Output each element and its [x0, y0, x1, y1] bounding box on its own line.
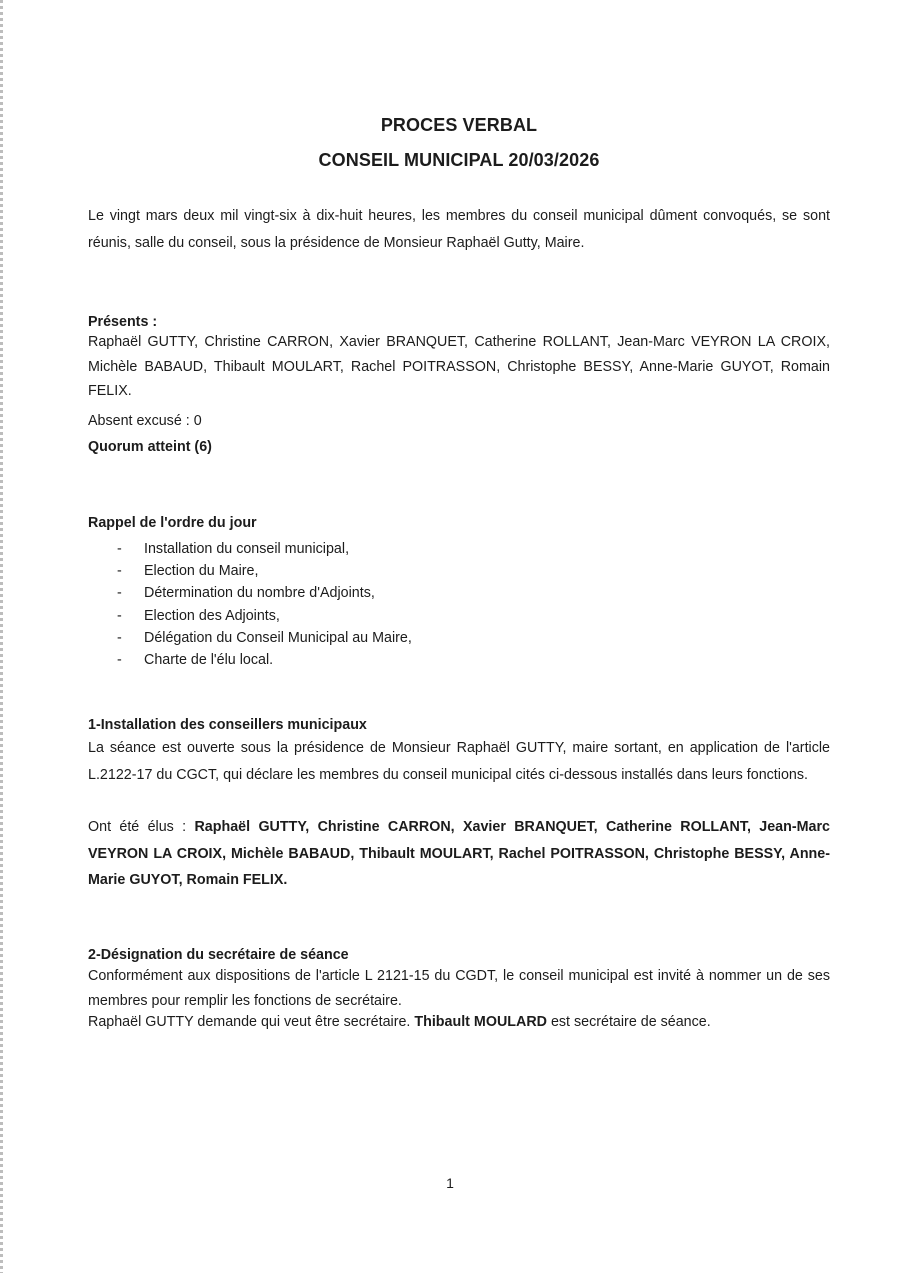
section2-text: Conformément aux dispositions de l'article L 2121-15 du CGDT, le conseil municipal est invité à nommer un de ses membres pour remplir les fonctions de secrétaire.: [88, 968, 830, 1009]
agenda-item: - Election des Adjoints,: [117, 607, 280, 624]
secretary-line: Raphaël GUTTY demande qui veut être secrétaire. Thibault MOULARD est secrétaire de séance.: [88, 1014, 711, 1030]
elected-names: Raphaël GUTTY, Christine CARRON, Xavier BRANQUET, Catherine ROLLANT, Jean-Marc VEYRON LA CROIX, Michèle BABAUD, Thibault MOULART, Rachel POITRASSON, Christophe BESSY, Anne-Marie GUYOT, Romain FELIX.: [88, 819, 830, 888]
absent-line: Absent excusé : 0: [88, 413, 202, 429]
page-number: 1: [446, 1175, 454, 1191]
document-subtitle: CONSEIL MUNICIPAL 20/03/2026: [318, 150, 600, 170]
scan-edge: [0, 0, 3, 1273]
presents-names: Raphaël GUTTY, Christine CARRON, Xavier BRANQUET, Catherine ROLLANT, Jean-Marc VEYRON LA CROIX, Michèle BABAUD, Thibault MOULART, Rachel POITRASSON, Christophe BESSY, Anne-Marie GUYOT, Romain FELIX.: [88, 334, 830, 399]
agenda-list: [88, 538, 412, 671]
agenda-heading: Rappel de l'ordre du jour: [88, 515, 257, 531]
section1-elected: [88, 814, 830, 894]
agenda-item: - Election du Maire,: [117, 563, 259, 580]
secretary-name: Thibault MOULARD: [414, 1014, 547, 1030]
section1-heading: 1-Installation des conseillers municipaux: [88, 717, 367, 733]
presents-label: Présents :: [88, 314, 158, 330]
intro-paragraph: Le vingt mars deux mil vingt-six à dix-huit heures, les membres du conseil municipal dûment convoqués, se sont réunis, salle du conseil, sous la présidence de Monsieur Raphaël Gutty, Maire.: [88, 208, 830, 251]
agenda-item: - Charte de l'élu local.: [117, 652, 274, 669]
elected-label: Ont été élus :: [88, 819, 195, 835]
agenda-item: - Installation du conseil municipal,: [117, 541, 350, 557]
agenda-item: - Détermination du nombre d'Adjoints,: [117, 585, 375, 602]
quorum-line: Quorum atteint (6): [88, 439, 212, 455]
section2-heading: 2-Désignation du secrétaire de séance: [88, 947, 349, 963]
section1-text: La séance est ouverte sous la présidence de Monsieur Raphaël GUTTY, maire sortant, en application de l'article L.2122-17 du CGCT, qui déclare les membres du conseil municipal cités ci-dessous installés dans leurs fonctions.: [88, 740, 830, 783]
agenda-item: - Délégation du Conseil Municipal au Maire,: [117, 629, 412, 646]
document-title: PROCES VERBAL: [380, 115, 538, 135]
